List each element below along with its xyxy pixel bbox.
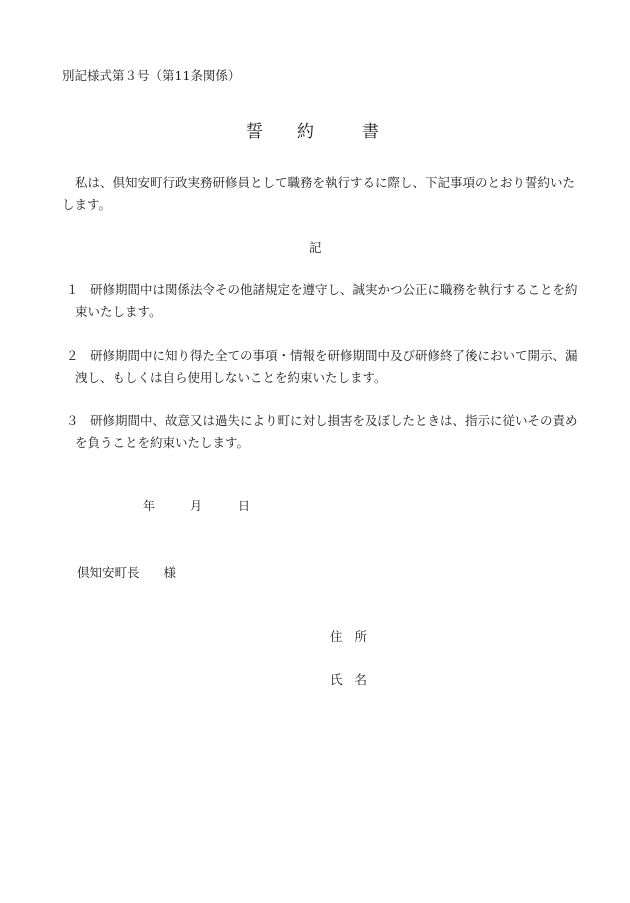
name-label-char-2: 名: [354, 672, 368, 687]
pledge-item: [62, 279, 582, 323]
pledge-item: [62, 345, 582, 389]
item-text: 研修期間中は関係法令その他諸規定を遵守し、誠実かつ公正に職務を執行することを約束いたします。: [75, 282, 578, 319]
form-label: 別記様式第３号（第11条関係）: [62, 68, 241, 83]
name-label: [330, 670, 367, 688]
item-number: ２: [66, 348, 79, 363]
address-label: [330, 627, 367, 645]
title-char-3: 書: [362, 122, 379, 142]
addressee: [77, 563, 176, 581]
addressee-honorific: 様: [163, 565, 177, 580]
address-label-char-2: 所: [354, 629, 368, 644]
item-number: １: [66, 282, 79, 297]
item-text: 研修期間中に知り得た全ての事項・情報を研修期間中及び研修終了後において開示、漏洩し、もしくは自ら使用しないことを約束いたします。: [75, 348, 578, 385]
intro-paragraph: 私は、倶知安町行政実務研修員として職務を執行するに際し、下記事項のとおり誓約いたします。: [62, 175, 576, 212]
title-char-2: 約: [297, 122, 314, 142]
item-number: ３: [66, 413, 79, 428]
ki-heading: 記: [309, 240, 322, 255]
addressee-name: 倶知安町長: [77, 565, 140, 580]
date-day: 日: [238, 499, 251, 513]
address-label-char-1: 住: [330, 629, 343, 644]
name-label-char-1: 氏: [330, 672, 343, 687]
date-month: 月: [190, 499, 203, 513]
item-text: 研修期間中、故意又は過失により町に対し損害を及ぼしたときは、指示に従いその責めを負うことを約束いたします。: [75, 413, 578, 450]
title-char-1: 誓: [246, 122, 263, 142]
document-title: [246, 117, 379, 142]
pledge-item: [62, 410, 582, 454]
date-year: 年: [143, 499, 156, 513]
